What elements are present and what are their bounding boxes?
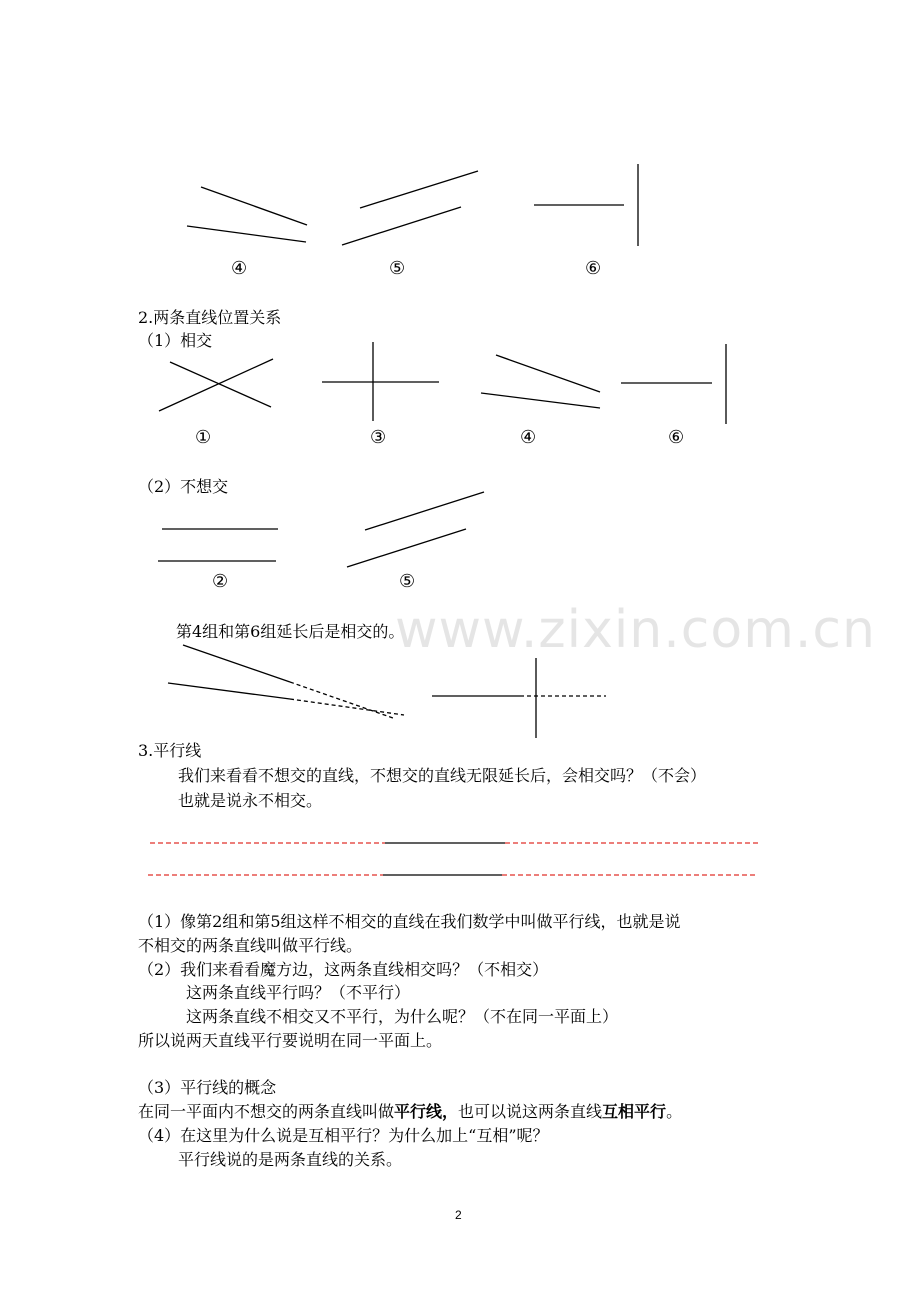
- label-parallel-2: ②: [212, 571, 229, 592]
- page-number: 2: [455, 1208, 462, 1222]
- figure-top-5: [342, 171, 478, 245]
- figure-intersect-4: [481, 355, 600, 408]
- section3-p2-line2: 这两条直线平行吗？（不平行）: [186, 983, 411, 1002]
- figure-top-6: [534, 164, 638, 246]
- section3-p1-line1: （1）像第2组和第5组这样不相交的直线在我们数学中叫做平行线，也就是说: [138, 912, 681, 931]
- label-top-5: ⑤: [389, 258, 406, 279]
- label-top-4: ④: [231, 258, 248, 279]
- section2-sub1: （1）相交: [138, 331, 213, 350]
- section3-intro2: 也就是说永不相交。: [178, 791, 323, 810]
- definition-end: 。: [666, 1102, 683, 1121]
- section3-p1-line2: 不相交的两条直线叫做平行线。: [138, 936, 363, 955]
- section2-sub2: （2）不想交: [138, 477, 229, 496]
- section3-p3-definition: [138, 1102, 682, 1122]
- section3-p2-line3: 这两条直线不相交又不平行，为什么呢？（不在同一平面上）: [186, 1007, 619, 1026]
- watermark: www.zixin.com.cn: [395, 600, 876, 660]
- section3-heading: 3.平行线: [138, 741, 202, 760]
- section3-p4-line1: （4）在这里为什么说是互相平行？为什么加上“互相”呢？: [138, 1126, 549, 1145]
- section3-intro1: 我们来看看不想交的直线，不想交的直线无限延长后，会相交吗？（不会）: [178, 766, 707, 785]
- figure-intersect-3: [322, 342, 439, 421]
- figure-parallel-5: [347, 492, 484, 567]
- figure-extended-4: [168, 645, 404, 718]
- figure-top-4: [187, 187, 307, 242]
- section2-note: 第4组和第6组延长后是相交的。: [176, 622, 405, 641]
- figure-intersect-1: [159, 359, 273, 411]
- section2-heading: 2.两条直线位置关系: [138, 308, 282, 327]
- definition-term-parallel: 平行线，: [394, 1102, 459, 1121]
- label-intersect-6: ⑥: [668, 427, 685, 448]
- label-intersect-3: ③: [370, 427, 387, 448]
- figure-extended-6: [432, 658, 606, 738]
- section3-p3-title: （3）平行线的概念: [138, 1078, 277, 1097]
- label-intersect-1: ①: [195, 427, 212, 448]
- label-intersect-4: ④: [520, 427, 537, 448]
- figure-parallel-extended: [148, 843, 760, 875]
- definition-mid: 也可以说这两条直线: [458, 1102, 603, 1121]
- label-parallel-5: ⑤: [399, 571, 416, 592]
- definition-term-mutual: 互相平行: [602, 1102, 667, 1121]
- section3-p2-line1: （2）我们来看看魔方边，这两条直线相交吗？（不相交）: [138, 960, 549, 979]
- definition-pre: 在同一平面内不想交的两条直线叫做: [138, 1102, 395, 1121]
- section3-p2-line4: 所以说两天直线平行要说明在同一平面上。: [138, 1031, 443, 1050]
- section3-p4-line2: 平行线说的是两条直线的关系。: [178, 1150, 403, 1169]
- figure-intersect-6: [621, 344, 726, 424]
- label-top-6: ⑥: [585, 258, 602, 279]
- figure-parallel-2: [158, 529, 278, 561]
